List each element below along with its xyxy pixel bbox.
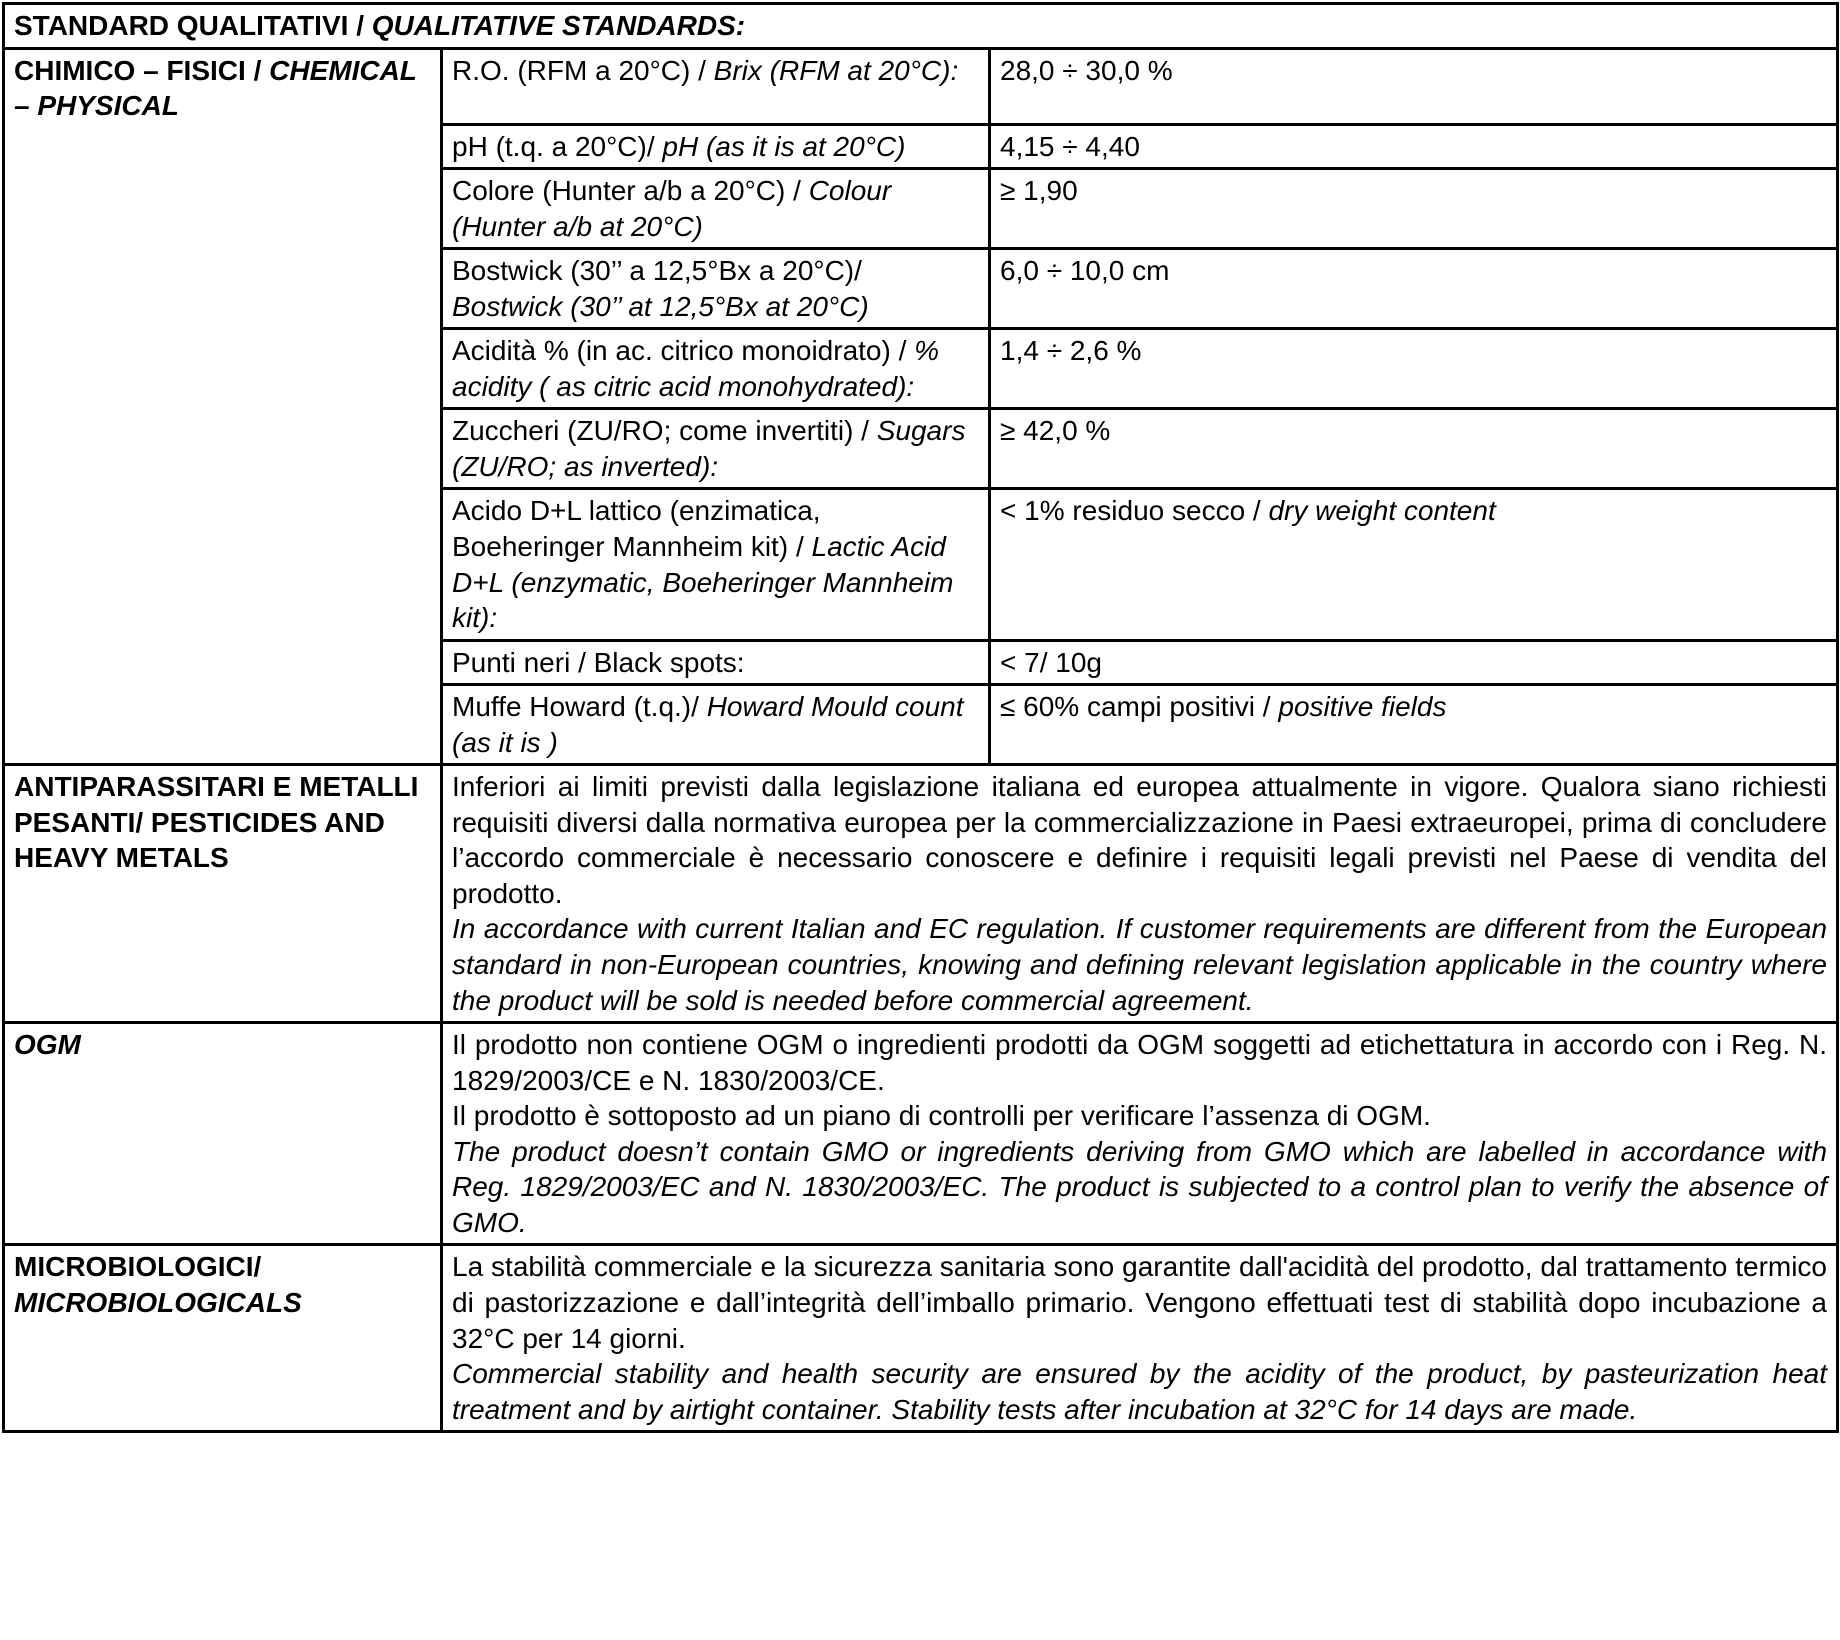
table-row-pesticides bbox=[4, 765, 1838, 1023]
value-it: ≥ 42,0 % bbox=[1000, 415, 1111, 447]
category-micro-it: MICROBIOLOGICI/ bbox=[14, 1251, 262, 1283]
pesticides-text-italian: Inferiori ai limiti previsti dalla legislazione italiana ed europea attualmente in vigore. Qualora siano richiesti requisiti diversi dalla normativa europea per la commercializzazione in Paesi extraeuropei, prima di concludere l’accordo commerciale è necessario conoscere e definire i requisiti legali previsti nel Paese di vendita del prodotto. bbox=[452, 771, 1828, 909]
category-chem-en: CHEMICAL – PHYSICAL bbox=[14, 54, 417, 122]
value-ro-brix bbox=[990, 48, 1838, 124]
microbiological-body bbox=[442, 1245, 1838, 1432]
micro-text-italian: La stabilità commerciale e la sicurezza sanitaria sono garantite dall'acidità del prodotto, dal trattamento termico di pastorizzazione e dall’integrità dell’imballo primario. Vengono effettuati test di stabilità dopo incubazione a 32°C per 14 giorni. bbox=[452, 1251, 1828, 1354]
param-en: Howard Mould count (as it is ) bbox=[452, 691, 964, 758]
pesticides-body bbox=[442, 765, 1838, 1023]
value-it: 6,0 ÷ 10,0 cm bbox=[1000, 255, 1170, 287]
table-row-ro-brix bbox=[4, 48, 1838, 124]
param-black-spots bbox=[442, 640, 990, 685]
param-it: Zuccheri (ZU/RO; come invertiti) / bbox=[452, 415, 869, 447]
value-it: 1,4 ÷ 2,6 % bbox=[1000, 335, 1142, 367]
category-chem-it: CHIMICO – FISICI / bbox=[14, 54, 262, 86]
value-sugars bbox=[990, 409, 1838, 489]
param-it: Acidità % (in ac. citrico monoidrato) / bbox=[452, 335, 907, 367]
param-en: pH (as it is at 20°C) bbox=[662, 130, 906, 162]
param-en: Colour (Hunter a/b at 20°C) bbox=[452, 175, 892, 242]
value-it: < 1% residuo secco / bbox=[1000, 495, 1261, 527]
param-en: Lactic Acid D+L (enzymatic, Boeheringer Mannheim kit): bbox=[452, 531, 954, 634]
param-acidity bbox=[442, 329, 990, 409]
pesticides-text-english: In accordance with current Italian and EC regulation. If customer requirements are different from the European standard in non-European countries, knowing and defining relevant legislation applicable in the country where the product will be sold is needed before commercial agreement. bbox=[452, 913, 1828, 1016]
table-row-microbiological bbox=[4, 1245, 1838, 1432]
ogm-text-english: The product doesn’t contain GMO or ingredients deriving from GMO which are labelled in accordance with Reg. 1829/2003/EC and N. 1830/2003/EC. The product is subjected to a control plan to verify the absence of GMO. bbox=[452, 1135, 1828, 1238]
param-it: Colore (Hunter a/b a 20°C) / bbox=[452, 175, 801, 207]
value-black-spots bbox=[990, 640, 1838, 685]
ogm-text-italian-2: Il prodotto è sottoposto ad un piano di controlli per verificare l’assenza di OGM. bbox=[452, 1100, 1431, 1132]
value-it: 28,0 ÷ 30,0 % bbox=[1000, 54, 1173, 86]
document-title bbox=[4, 4, 1838, 49]
param-en: Sugars (ZU/RO; as inverted): bbox=[452, 415, 966, 482]
param-lactic-acid bbox=[442, 489, 990, 640]
value-bostwick bbox=[990, 249, 1838, 329]
value-it: 4,15 ÷ 4,40 bbox=[1000, 130, 1140, 162]
param-bostwick bbox=[442, 249, 990, 329]
title-italian: STANDARD QUALITATIVI / bbox=[14, 10, 364, 41]
category-micro-en: MICROBIOLOGICALS bbox=[14, 1286, 302, 1318]
param-ro-brix bbox=[442, 48, 990, 124]
param-howard-mould bbox=[442, 685, 990, 765]
category-pesticides bbox=[4, 765, 442, 1023]
param-it: pH (t.q. a 20°C)/ bbox=[452, 130, 655, 162]
ogm-text-italian-1: Il prodotto non contiene OGM o ingredienti prodotti da OGM soggetti ad etichettatura in accordo con i Reg. N. 1829/2003/CE e N. 1830/2003/CE. bbox=[452, 1029, 1828, 1096]
param-it: Bostwick (30’’ a 12,5°Bx a 20°C)/ bbox=[452, 255, 862, 287]
param-sugars bbox=[442, 409, 990, 489]
param-ph bbox=[442, 124, 990, 169]
ogm-body bbox=[442, 1023, 1838, 1245]
value-en: positive fields bbox=[1278, 691, 1447, 723]
value-colour bbox=[990, 169, 1838, 249]
category-pesticides-label: ANTIPARASSITARI E METALLI PESANTI/ PESTICIDES AND HEAVY METALS bbox=[14, 771, 419, 874]
param-it: Muffe Howard (t.q.)/ bbox=[452, 691, 699, 723]
value-it: < 7/ 10g bbox=[1000, 646, 1102, 678]
category-microbiological bbox=[4, 1245, 442, 1432]
param-en: % acidity ( as citric acid monohydrated): bbox=[452, 335, 940, 402]
param-it: Punti neri / Black spots: bbox=[452, 646, 745, 678]
table-row-ogm bbox=[4, 1023, 1838, 1245]
quality-standards-table bbox=[2, 2, 1839, 1433]
value-en: dry weight content bbox=[1268, 495, 1496, 527]
param-it: Acido D+L lattico (enzimatica, Boeheringer Mannheim kit) / bbox=[452, 495, 821, 563]
category-ogm bbox=[4, 1023, 442, 1245]
value-it: ≥ 1,90 bbox=[1000, 175, 1078, 207]
title-english: QUALITATIVE STANDARDS: bbox=[371, 10, 746, 41]
title-row bbox=[4, 4, 1838, 49]
value-howard-mould bbox=[990, 685, 1838, 765]
value-ph bbox=[990, 124, 1838, 169]
category-ogm-label: OGM bbox=[14, 1029, 81, 1061]
micro-text-english: Commercial stability and health security are ensured by the acidity of the product, by pasteurization heat treatment and by airtight container. Stability tests after incubation at 32°C for 14 days are made. bbox=[452, 1358, 1828, 1425]
param-en: Brix (RFM at 20°C): bbox=[713, 54, 959, 86]
value-lactic-acid bbox=[990, 489, 1838, 640]
param-colour bbox=[442, 169, 990, 249]
param-en: Bostwick (30’’ at 12,5°Bx at 20°C) bbox=[452, 290, 869, 322]
category-chemical-physical bbox=[4, 48, 442, 765]
value-acidity bbox=[990, 329, 1838, 409]
value-it: ≤ 60% campi positivi / bbox=[1000, 691, 1271, 723]
param-it: R.O. (RFM a 20°C) / bbox=[452, 54, 706, 86]
